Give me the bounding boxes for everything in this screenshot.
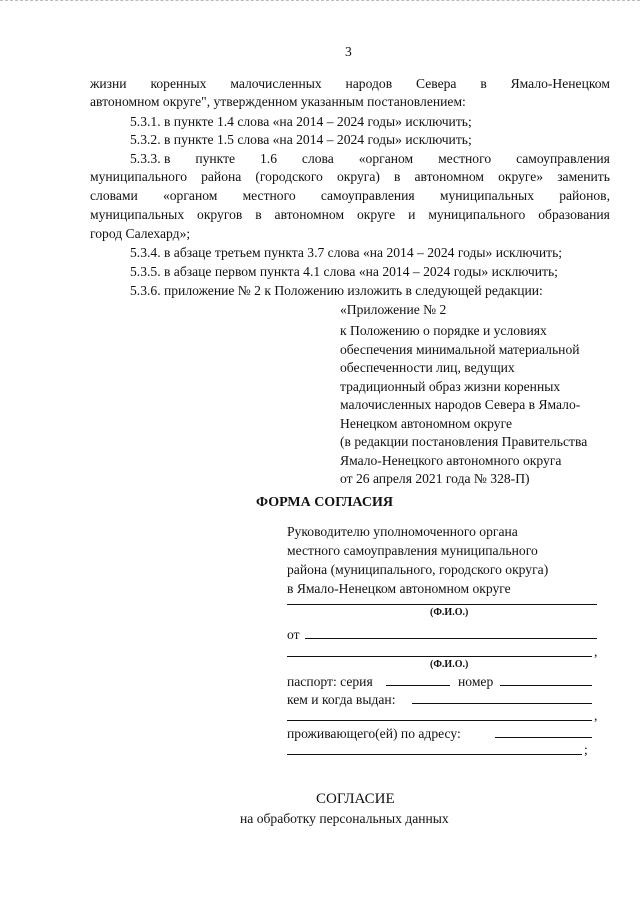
word: 5.3.3. в (130, 151, 171, 166)
appendix-line: обеспеченности лиц, ведущих (340, 360, 515, 375)
word: Севера (416, 76, 457, 91)
blank-line-issued (412, 703, 592, 704)
issued-label: кем и когда выдан: (287, 692, 396, 707)
appendix-line: Ямало-Ненецкого автономного округа (340, 453, 562, 468)
page-number: 3 (345, 44, 352, 59)
word: округе (356, 207, 396, 222)
item-5-3-2: 5.3.2. в пункте 1.5 слова «на 2014 – 2024 годы» исключить; (130, 132, 472, 147)
addressee-line: местного самоуправления муниципального (287, 543, 538, 558)
appendix-line: Ненецком автономном округе (340, 416, 513, 431)
word: пункте (195, 151, 236, 166)
passport-series-label: паспорт: серия (287, 674, 373, 689)
blank-line-address-cont (287, 754, 582, 755)
scan-edge (0, 0, 640, 3)
word: местного (242, 188, 296, 203)
word: муниципального (428, 207, 526, 222)
item-5-3-6: 5.3.6. приложение № 2 к Положению изложить в следующей редакции: (130, 283, 543, 298)
word: автономном (414, 169, 484, 184)
word: самоуправления (320, 188, 415, 203)
addressee-line: Руководителю уполномоченного органа (287, 524, 518, 539)
item-5-3-1: 5.3.1. в пункте 1.4 слова «на 2014 – 2024 годы» исключить; (130, 114, 472, 129)
item-5-3-3-line-1 (130, 149, 610, 168)
word: 1.6 (260, 151, 277, 166)
form-title: ФОРМА СОГЛАСИЯ (256, 495, 393, 510)
item-5-3-3-line-5: город Салехард»; (90, 226, 191, 241)
word: автономном (274, 207, 345, 222)
blank-line-issued-cont (287, 720, 592, 721)
fio-caption: (Ф.И.О.) (430, 607, 469, 618)
word: малочисленных (230, 76, 322, 91)
item-5-3-5: 5.3.5. в абзаце первом пункта 4.1 слова «на 2014 – 2024 годы» исключить; (130, 264, 558, 279)
consent-subtitle: на обработку персональных данных (240, 811, 449, 826)
word: жизни (90, 76, 127, 91)
word: муниципального (90, 169, 188, 184)
word: «органом (162, 188, 218, 203)
word: в (255, 207, 262, 222)
word: заменить (557, 169, 610, 184)
blank-line-from-cont (287, 656, 592, 657)
word: округов (197, 207, 243, 222)
word: муниципальных (439, 188, 534, 203)
item-5-3-4: 5.3.4. в абзаце третьем пункта 3.7 слова «на 2014 – 2024 годы» исключить; (130, 245, 563, 260)
word: образования (538, 207, 610, 222)
addressee-line: в Ямало-Ненецком автономном округе (287, 581, 511, 596)
blank-line-fio (287, 604, 597, 605)
word: слова (301, 151, 334, 166)
appendix-line: малочисленных народов Севера в Ямало- (340, 397, 581, 412)
semicolon: ; (584, 742, 588, 757)
word: округа) (336, 169, 380, 184)
word: Ямало-Ненецком (510, 76, 610, 91)
comma: , (594, 708, 598, 723)
fio-caption: (Ф.И.О.) (430, 659, 469, 670)
paragraph-line-1 (90, 74, 610, 93)
word: словами (90, 188, 138, 203)
blank-line-series (386, 685, 450, 686)
word: округе» (498, 169, 544, 184)
word: муниципальных (90, 207, 185, 222)
word: народов (345, 76, 393, 91)
word: районов, (559, 188, 610, 203)
appendix-line: к Положению о порядке и условиях (340, 323, 547, 338)
item-5-3-3-line-3 (90, 186, 610, 205)
item-5-3-3-line-2 (90, 167, 610, 186)
word: района (201, 169, 242, 184)
word: в (393, 169, 401, 184)
comma: , (594, 644, 598, 659)
blank-line-number (500, 685, 592, 686)
blank-line-address (495, 737, 592, 738)
from-label: от (287, 627, 300, 642)
word: «органом (358, 151, 414, 166)
address-label: проживающего(ей) по адресу: (287, 726, 461, 741)
word: и (408, 207, 416, 222)
word: самоуправления (516, 151, 610, 166)
paragraph-line-2: автономном округе", утвержденном указанным постановлением: (90, 94, 466, 109)
addressee-line: района (муниципального, городского округа) (287, 562, 549, 577)
appendix-line: (в редакции постановления Правительства (340, 434, 588, 449)
word: коренных (150, 76, 207, 91)
appendix-title: «Приложение № 2 (340, 302, 447, 317)
word: в (480, 76, 487, 91)
appendix-line: обеспечения минимальной материальной (340, 342, 580, 357)
appendix-line: от 26 апреля 2021 года № 328-П) (340, 471, 530, 486)
consent-title: СОГЛАСИЕ (316, 791, 395, 807)
passport-number-label: номер (458, 674, 494, 689)
word: местного (438, 151, 492, 166)
appendix-line: традиционный образ жизни коренных (340, 379, 561, 394)
blank-line-from (305, 638, 597, 639)
word: (городского (255, 169, 323, 184)
item-5-3-3-line-4 (90, 205, 610, 224)
